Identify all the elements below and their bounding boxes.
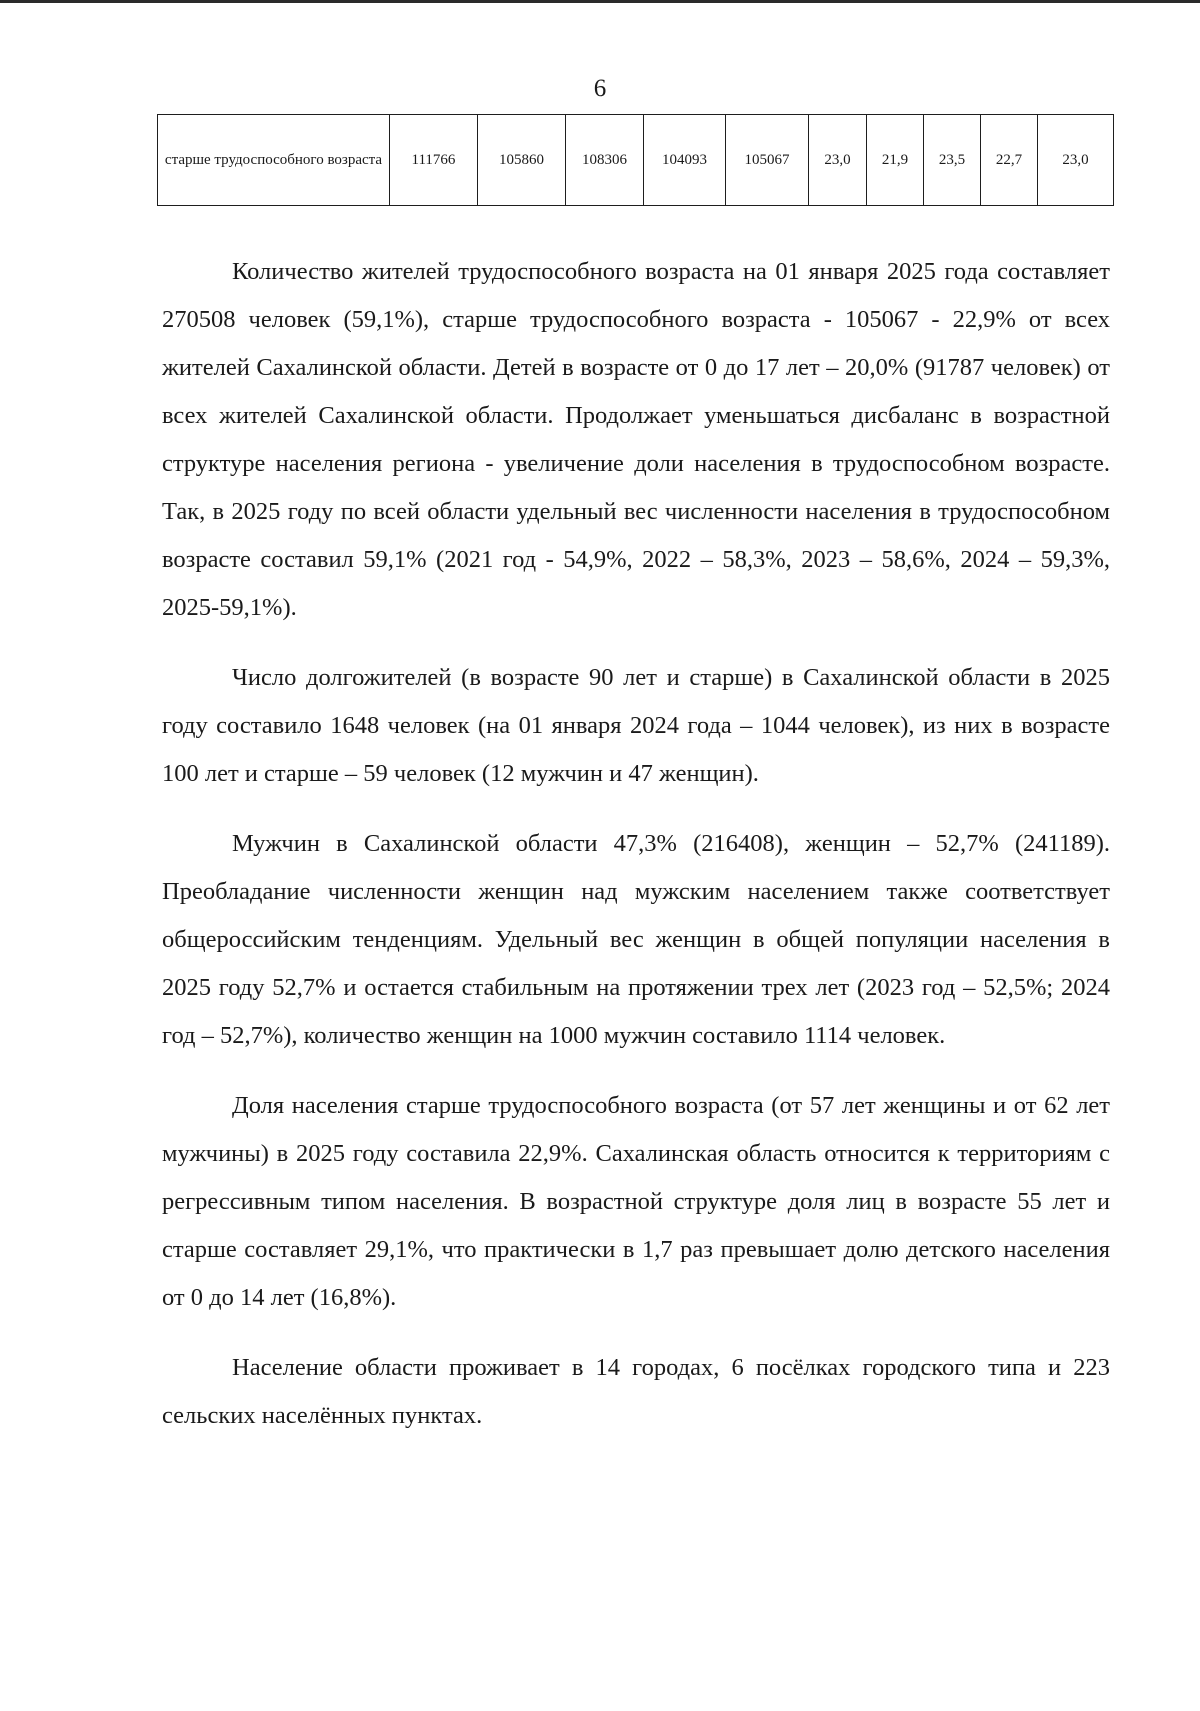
statistics-table <box>157 114 1114 206</box>
paragraph-gender: Мужчин в Сахалинской области 47,3% (216408), женщин – 52,7% (241189). Преобладание численности женщин над мужским населением также соответствует общероссийским тенденциям. Удельный вес женщин в общей популяции населения в 2025 году 52,7% и остается стабильным на протяжении трех лет (2023 год – 52,5%; 2024 год – 52,7%), количество женщин на 1000 мужчин составило 1114 человек. <box>162 830 1110 1049</box>
table-row <box>158 115 1114 206</box>
table-cell: 22,7 <box>981 115 1038 206</box>
table-cell: 105860 <box>478 115 566 206</box>
table-cell: 111766 <box>390 115 478 206</box>
paragraph-age-structure: Количество жителей трудоспособного возраста на 01 января 2025 года составляет 270508 человек (59,1%), старше трудоспособного возраста - 105067 - 22,9% от всех жителей Сахалинской области. Детей в возрасте от 0 до 17 лет – 20,0% (91787 человек) от всех жителей Сахалинской области. Продолжает уменьшаться дисбаланс в возрастной структуре населения региона - увеличение доли населения в трудоспособном возрасте. Так, в 2025 году по всей области удельный вес численности населения в трудоспособном возрасте составил 59,1% (2021 год - 54,9%, 2022 – 58,3%, 2023 – 58,6%, 2024 – 59,3%, 2025-59,1%). <box>162 258 1110 621</box>
table-cell: 21,9 <box>867 115 924 206</box>
table-cell: 23,5 <box>924 115 981 206</box>
table-cell: 105067 <box>726 115 809 206</box>
paragraph-settlements: Население области проживает в 14 городах, 6 посёлках городского типа и 223 сельских населённых пунктах. <box>162 1354 1110 1429</box>
row-label: старше трудоспособного возраста <box>158 115 390 206</box>
table-cell: 104093 <box>644 115 726 206</box>
table-cell: 108306 <box>566 115 644 206</box>
table-cell: 23,0 <box>1038 115 1114 206</box>
page-number: 6 <box>593 75 607 102</box>
page-top-border <box>0 0 1200 3</box>
paragraph-elderly-share: Доля населения старше трудоспособного возраста (от 57 лет женщины и от 62 лет мужчины) в 2025 году составила 22,9%. Сахалинская область относится к территориям с регрессивным типом населения. В возрастной структуре доля лиц в возрасте 55 лет и старше составляет 29,1%, что практически в 1,7 раз превышает долю детского населения от 0 до 14 лет (16,8%). <box>162 1092 1110 1311</box>
paragraph-long-livers: Число долгожителей (в возрасте 90 лет и старше) в Сахалинской области в 2025 году составило 1648 человек (на 01 января 2024 года – 1044 человек), из них в возрасте 100 лет и старше – 59 человек (12 мужчин и 47 женщин). <box>162 664 1110 787</box>
document-body <box>162 248 1110 1440</box>
table-cell: 23,0 <box>809 115 867 206</box>
